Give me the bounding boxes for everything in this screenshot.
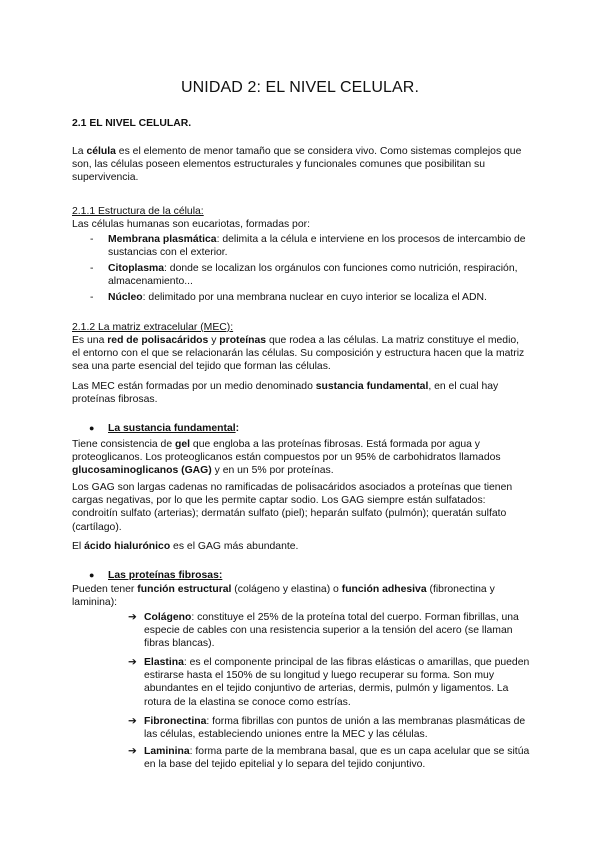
structure-item <box>108 262 528 288</box>
protein-item-term: Laminina <box>144 746 190 757</box>
protein-item-text: : constituye el 25% de la proteína total del cuerpo. Forman fibrillas, una especie de cables con una resistencia superior a la tensión del acero (se llaman fibras blancas). <box>144 612 519 650</box>
structure-item <box>108 291 528 304</box>
subtopic-heading-colon: : <box>235 423 240 434</box>
sf-paragraph-1 <box>72 438 530 478</box>
sf-text: es el GAG más abundante. <box>170 541 299 552</box>
protein-item-term: Fibronectina <box>144 716 207 727</box>
arrow-right-icon: ➔ <box>128 746 137 757</box>
subsection-heading-structure: 2.1.1 Estructura de la célula: <box>72 206 204 217</box>
mec-text: , en el cual hay proteínas fibrosas. <box>72 381 499 406</box>
structure-lead: Las células humanas son eucariotas, formadas por: <box>72 219 310 230</box>
arrow-right-icon: ➔ <box>128 657 137 668</box>
arrow-right-icon: ➔ <box>128 716 137 727</box>
arrow-right-icon: ➔ <box>128 612 137 623</box>
structure-item-text: : delimitado por una membrana nuclear en cuyo interior se localiza el ADN. <box>142 292 487 303</box>
mec-term: proteínas <box>219 335 267 346</box>
subtopic-heading: Las proteínas fibrosas: <box>108 570 223 581</box>
pf-text: (colágeno y elastina) o <box>231 584 342 595</box>
protein-item-text: : es el componente principal de las fibras elásticas o amarillas, que pueden estirarse hasta el 150% de su longitud y luego recuperar su forma. Son muy abundantes en el tejido conjuntivo de arterias, dermis, pulmón y ligamentos. La rotura de la elastina se conoce como estrías. <box>144 657 530 708</box>
intro-text-tail: es el elemento de menor tamaño que se considera vivo. Como sistemas complejos que son, las células poseen elementos estructurales y funcionales comunes que posibilitan su supervivencia. <box>72 146 522 184</box>
structure-item-text: : delimita a la célula e interviene en los procesos de intercambio de sustancias con el exterior. <box>108 234 526 259</box>
structure-item-term: Citoplasma <box>108 263 165 274</box>
mec-text: Las MEC están formadas por un medio denominado <box>72 381 316 392</box>
structure-item-term: Membrana plasmática <box>108 234 217 245</box>
sf-term: ácido hialurónico <box>84 541 171 552</box>
mec-text: Es una <box>72 335 108 346</box>
protein-item-term: Elastina <box>144 657 184 668</box>
intro-term: célula <box>86 146 116 157</box>
protein-item <box>144 745 530 771</box>
sf-text: Tiene consistencia de <box>72 439 176 450</box>
sf-term: gel <box>175 439 191 450</box>
mec-paragraph-1 <box>72 334 530 374</box>
mec-term: red de polisacáridos <box>107 335 209 346</box>
protein-item <box>144 715 530 741</box>
mec-paragraph-2 <box>72 380 530 406</box>
pf-paragraph <box>72 583 530 609</box>
dash-marker: - <box>90 292 94 303</box>
sf-text: que engloba a las proteínas fibrosas. Está formada por agua y proteoglicanos. Los proteoglicanos están compuestos por un 95% de carbohidratos llamados <box>72 439 501 464</box>
structure-item-text: : donde se localizan los orgánulos con funciones como nutrición, respiración, almacenamiento... <box>108 263 518 288</box>
dash-marker: - <box>90 234 94 245</box>
sf-paragraph-3 <box>72 540 530 553</box>
protein-item-term: Colágeno <box>144 612 192 623</box>
protein-item-text: : forma fibrillas con puntos de unión a las membranas plasmáticas de las células, estableciendo uniones entre la MEC y las células. <box>144 716 526 741</box>
pf-text: (fibronectina y laminina): <box>72 584 495 609</box>
protein-item <box>144 656 530 709</box>
structure-item <box>108 233 528 259</box>
pf-term: función adhesiva <box>341 584 427 595</box>
subtopic-heading-text: La sustancia fundamental <box>108 423 236 434</box>
section-heading: 2.1 EL NIVEL CELULAR. <box>72 118 192 129</box>
intro-text: La <box>72 146 87 157</box>
intro-paragraph <box>72 145 530 185</box>
protein-item-text: : forma parte de la membrana basal, que es un capa acelular que se sitúa en la base del tejido epitelial y lo separa del tejido conjuntivo. <box>144 746 530 771</box>
mec-text: y <box>208 335 220 346</box>
protein-item <box>144 611 530 651</box>
sf-text: y en un 5% por proteínas. <box>211 465 334 477</box>
pf-text: Pueden tener <box>72 584 138 595</box>
subtopic-heading <box>108 422 239 435</box>
bullet-dot: ● <box>89 423 95 433</box>
sf-text: El <box>72 541 85 552</box>
page-title: UNIDAD 2: EL NIVEL CELULAR. <box>180 79 420 96</box>
structure-item-term: Núcleo <box>108 292 143 303</box>
dash-marker: - <box>90 263 94 274</box>
bullet-dot: ● <box>89 570 95 580</box>
subsection-heading-mec: 2.1.2 La matriz extracelular (MEC): <box>72 322 234 333</box>
mec-term: sustancia fundamental <box>315 381 429 392</box>
pf-term: función estructural <box>137 584 232 595</box>
mec-text: que rodea a las células. La matriz constituye el medio, el entorno con el que se relacionarán las células. Su composición y estructura hacen que la matriz sea una parte esencial del tejido que forman las células. <box>72 335 525 373</box>
sf-term: glucosaminoglicanos (GAG) <box>72 465 212 477</box>
sf-paragraph-2: Los GAG son largas cadenas no ramificadas de polisacáridos asociados a proteínas que tienen cargas negativas, por lo que les permite captar sodio. Los GAG siempre están sulfatados: condroitín sulfato (arterias); dermatán sulfato (piel); heparán sulfato (pulmón); queratán sulfato (cartílago). <box>72 482 513 533</box>
